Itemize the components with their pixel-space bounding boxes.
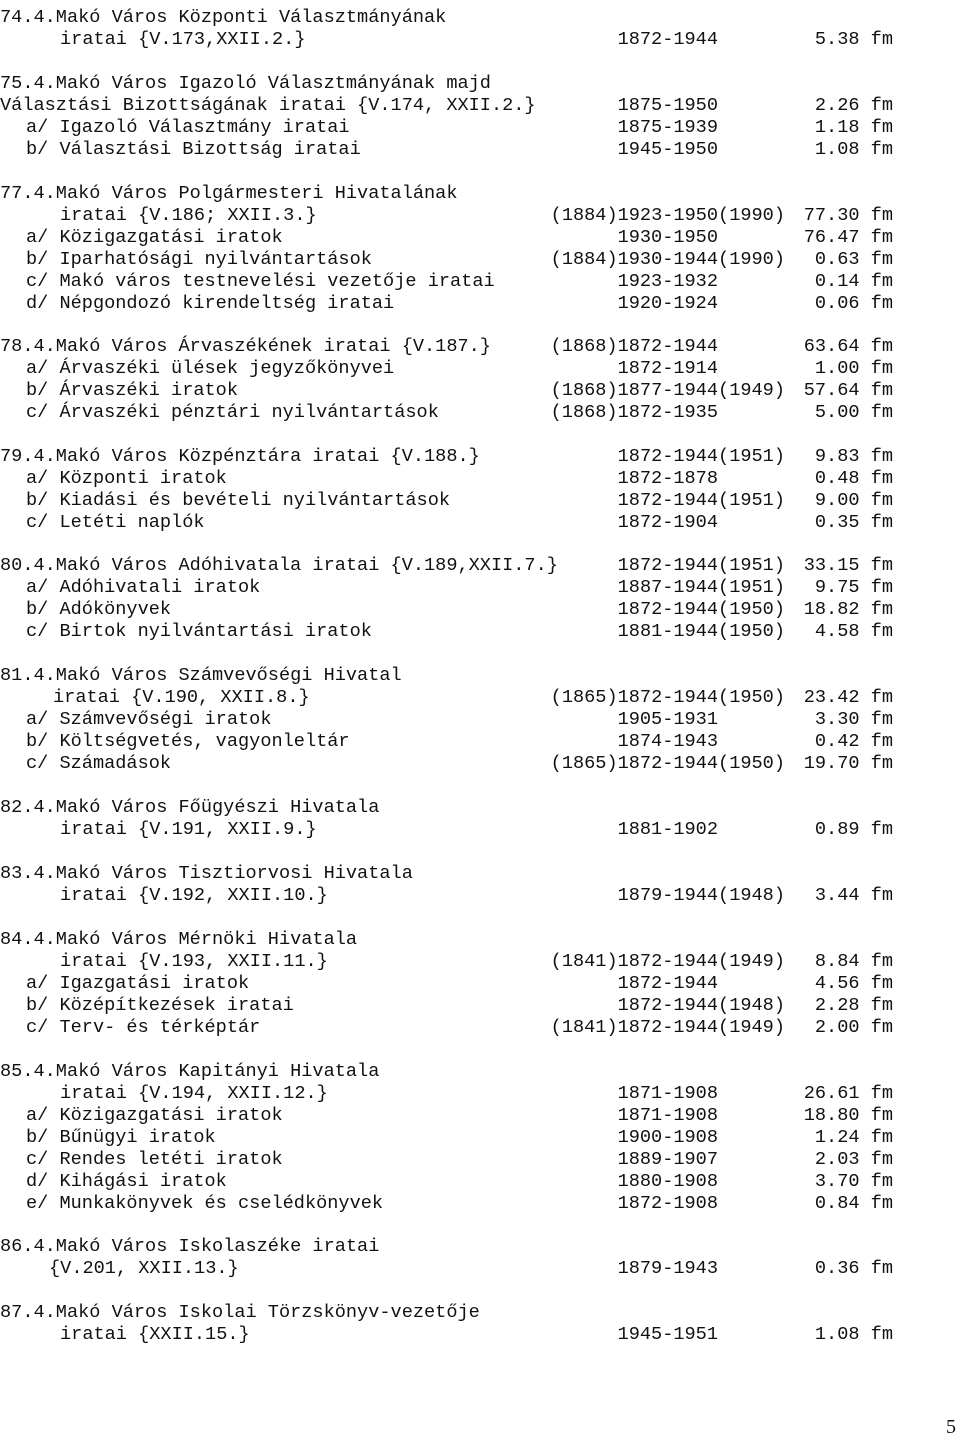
record-extent: 8.84 fm [814, 951, 893, 972]
record-date-range: 1920-1924 [617, 293, 718, 314]
record-description: 82.4.Makó Város Főügyészi Hivatala [0, 797, 380, 818]
record-description: c/ Árvaszéki pénztári nyilvántartások [26, 402, 439, 423]
record-description: b/ Költségvetés, vagyonleltár [26, 731, 350, 752]
record-description: a/ Közigazgatási iratok [26, 1105, 283, 1126]
record-extent: 18.80 fm [803, 1105, 893, 1126]
record-description: a/ Igazgatási iratok [26, 973, 250, 994]
record-description: b/ Iparhatósági nyilvántartások [26, 249, 372, 270]
record-date-range: (1868)1877-1944(1949) [550, 380, 785, 401]
record-date-range: 1872-1944 [617, 973, 718, 994]
record-date-range: (1868)1872-1935 [550, 402, 718, 423]
record-extent: 19.70 fm [803, 753, 893, 774]
record-description: c/ Számadások [26, 753, 172, 774]
record-date-range: (1865)1872-1944(1950) [550, 687, 785, 708]
record-date-range: 1872-1914 [617, 358, 718, 379]
page-number: 5 [946, 1416, 956, 1438]
record-date-range: 1880-1908 [617, 1171, 718, 1192]
record-date-range: (1868)1872-1944 [550, 336, 718, 357]
record-description: 86.4.Makó Város Iskolaszéke iratai [0, 1236, 380, 1257]
record-extent: 18.82 fm [803, 599, 893, 620]
record-description: d/ Népgondozó kirendeltség iratai [26, 293, 395, 314]
record-extent: 0.06 fm [814, 293, 893, 314]
record-description: 81.4.Makó Város Számvevőségi Hivatal [0, 665, 402, 686]
record-description: 85.4.Makó Város Kapitányi Hivatala [0, 1061, 380, 1082]
record-date-range: 1879-1943 [617, 1258, 718, 1279]
record-description: d/ Kihágási iratok [26, 1171, 227, 1192]
record-extent: 1.18 fm [814, 117, 893, 138]
record-date-range: 1872-1944(1948) [617, 995, 785, 1016]
record-description: iratai {V.173,XXII.2.} [60, 29, 306, 50]
record-extent: 0.48 fm [814, 468, 893, 489]
record-date-range: 1872-1878 [617, 468, 718, 489]
record-description: iratai {V.192, XXII.10.} [60, 885, 328, 906]
record-description: c/ Birtok nyilvántartási iratok [26, 621, 372, 642]
record-extent: 77.30 fm [803, 205, 893, 226]
record-description: c/ Terv- és térképtár [26, 1017, 261, 1038]
record-description: 84.4.Makó Város Mérnöki Hivatala [0, 929, 358, 950]
record-description: 78.4.Makó Város Árvaszékének iratai {V.187.} [0, 336, 491, 357]
record-extent: 26.61 fm [803, 1083, 893, 1104]
record-extent: 1.24 fm [814, 1127, 893, 1148]
record-description: c/ Rendes letéti iratok [26, 1149, 283, 1170]
record-description: {V.201, XXII.13.} [49, 1258, 239, 1279]
record-date-range: 1874-1943 [617, 731, 718, 752]
record-description: iratai {V.190, XXII.8.} [53, 687, 310, 708]
record-extent: 2.28 fm [814, 995, 893, 1016]
record-extent: 33.15 fm [803, 555, 893, 576]
record-description: c/ Letéti naplók [26, 512, 205, 533]
record-extent: 63.64 fm [803, 336, 893, 357]
record-extent: 4.56 fm [814, 973, 893, 994]
record-extent: 0.84 fm [814, 1193, 893, 1214]
record-description: 75.4.Makó Város Igazoló Választmányának majd [0, 73, 491, 94]
record-date-range: 1879-1944(1948) [617, 885, 785, 906]
record-extent: 0.36 fm [814, 1258, 893, 1279]
record-date-range: 1875-1939 [617, 117, 718, 138]
record-date-range: 1872-1908 [617, 1193, 718, 1214]
record-description: a/ Közigazgatási iratok [26, 227, 283, 248]
record-description: b/ Kiadási és bevételi nyilvántartások [26, 490, 451, 511]
record-extent: 0.14 fm [814, 271, 893, 292]
record-extent: 1.08 fm [814, 139, 893, 160]
record-description: b/ Árvaszéki iratok [26, 380, 239, 401]
record-extent: 9.75 fm [814, 577, 893, 598]
record-extent: 0.35 fm [814, 512, 893, 533]
record-extent: 2.00 fm [814, 1017, 893, 1038]
record-extent: 2.03 fm [814, 1149, 893, 1170]
record-date-range: 1872-1944 [617, 29, 718, 50]
record-date-range: 1889-1907 [617, 1149, 718, 1170]
record-description: b/ Bűnügyi iratok [26, 1127, 216, 1148]
record-description: b/ Adókönyvek [26, 599, 172, 620]
record-date-range: 1872-1904 [617, 512, 718, 533]
record-date-range: (1884)1923-1950(1990) [550, 205, 785, 226]
record-extent: 1.08 fm [814, 1324, 893, 1345]
record-description: a/ Árvaszéki ülések jegyzőkönyvei [26, 358, 395, 379]
record-description: c/ Makó város testnevelési vezetője iratai [26, 271, 495, 292]
record-extent: 3.30 fm [814, 709, 893, 730]
record-description: 83.4.Makó Város Tisztiorvosi Hivatala [0, 863, 413, 884]
record-extent: 5.00 fm [814, 402, 893, 423]
record-description: 77.4.Makó Város Polgármesteri Hivatalának [0, 183, 458, 204]
record-date-range: 1875-1950 [617, 95, 718, 116]
record-description: Választási Bizottságának iratai {V.174, XXII.2.} [0, 95, 536, 116]
record-extent: 3.70 fm [814, 1171, 893, 1192]
record-description: iratai {V.191, XXII.9.} [60, 819, 317, 840]
record-date-range: 1900-1908 [617, 1127, 718, 1148]
record-extent: 23.42 fm [803, 687, 893, 708]
record-date-range: 1930-1950 [617, 227, 718, 248]
record-extent: 0.42 fm [814, 731, 893, 752]
record-date-range: 1872-1944(1951) [617, 446, 785, 467]
record-date-range: (1884)1930-1944(1990) [550, 249, 785, 270]
record-description: iratai {V.193, XXII.11.} [60, 951, 328, 972]
record-description: iratai {V.186; XXII.3.} [60, 205, 317, 226]
record-extent: 3.44 fm [814, 885, 893, 906]
record-description: iratai {V.194, XXII.12.} [60, 1083, 328, 1104]
record-description: a/ Számvevőségi iratok [26, 709, 272, 730]
record-date-range: 1871-1908 [617, 1083, 718, 1104]
record-date-range: 1945-1951 [617, 1324, 718, 1345]
record-extent: 9.83 fm [814, 446, 893, 467]
record-description: 87.4.Makó Város Iskolai Törzskönyv-vezetője [0, 1302, 480, 1323]
record-description: b/ Választási Bizottság iratai [26, 139, 361, 160]
record-description: 79.4.Makó Város Közpénztára iratai {V.188.} [0, 446, 480, 467]
record-extent: 2.26 fm [814, 95, 893, 116]
record-date-range: (1841)1872-1944(1949) [550, 1017, 785, 1038]
record-description: e/ Munkakönyvek és cselédkönyvek [26, 1193, 384, 1214]
record-description: iratai {XXII.15.} [60, 1324, 250, 1345]
record-extent: 1.00 fm [814, 358, 893, 379]
record-date-range: 1872-1944(1950) [617, 599, 785, 620]
record-date-range: 1872-1944(1951) [617, 490, 785, 511]
record-date-range: 1881-1944(1950) [617, 621, 785, 642]
record-extent: 0.89 fm [814, 819, 893, 840]
record-description: a/ Központi iratok [26, 468, 227, 489]
record-description: a/ Adóhivatali iratok [26, 577, 261, 598]
record-date-range: 1881-1902 [617, 819, 718, 840]
record-extent: 4.58 fm [814, 621, 893, 642]
record-description: 80.4.Makó Város Adóhivatala iratai {V.189,XXII.7.} [0, 555, 558, 576]
record-date-range: (1841)1872-1944(1949) [550, 951, 785, 972]
record-date-range: 1905-1931 [617, 709, 718, 730]
record-description: b/ Középítkezések iratai [26, 995, 294, 1016]
record-date-range: (1865)1872-1944(1950) [550, 753, 785, 774]
record-date-range: 1887-1944(1951) [617, 577, 785, 598]
record-description: 74.4.Makó Város Központi Választmányának [0, 7, 447, 28]
record-description: a/ Igazoló Választmány iratai [26, 117, 350, 138]
record-date-range: 1872-1944(1951) [617, 555, 785, 576]
record-extent: 76.47 fm [803, 227, 893, 248]
record-date-range: 1871-1908 [617, 1105, 718, 1126]
record-date-range: 1945-1950 [617, 139, 718, 160]
record-extent: 5.38 fm [814, 29, 893, 50]
record-date-range: 1923-1932 [617, 271, 718, 292]
record-extent: 0.63 fm [814, 249, 893, 270]
record-extent: 9.00 fm [814, 490, 893, 511]
record-extent: 57.64 fm [803, 380, 893, 401]
